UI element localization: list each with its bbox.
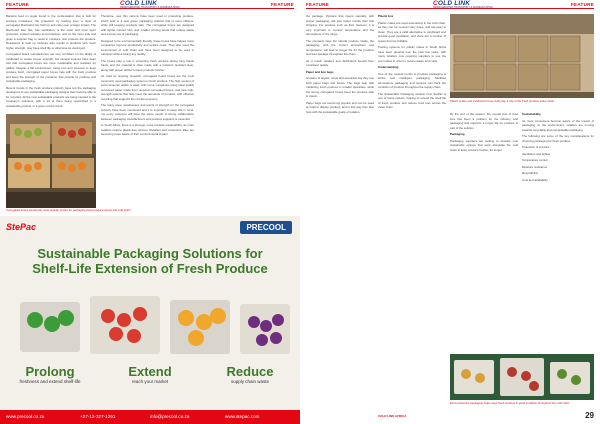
article-column-r3: By the end of the season, the overall cost of food loss has been a problem for the industry, and packaging that supports a longer life for produce is part of the solution. Packaging Packaging suppliers are looking to develop new sustainable options that work alongside the cold chain to keep produce fresher, for longer. [450, 112, 518, 152]
article-column-r1: the package. Produce that ripens naturally, with proper packaging, will give better results than fast shipping. For produce such as fruit, however, it is very important to monitor temperature and the atmosphere of the cargo. The company says the natural produce inside, the packaging, with the correct atmosphere and temperature, will lead to longer life for the produce and less spoilage throughout the chain. As a result, retailers and distributors benefit from consistent quality. Paper and box bags Growers of apples, citrus and avocados say they use both paper bags and boxes. The bags help with marketing fresh produce in smaller quantities, while the strong corrugated boxes keep the produce safe in transit. Paper bags are becoming popular and can be used at retail to display produce, and in this way they also help with the sustainable goals of retailers. [306, 14, 374, 114]
packaged-produce-image [0, 282, 300, 362]
photo-caption-bottom: Extra protective packaging helps keep fresh produce in good condition throughout the cold chain. [450, 401, 571, 405]
list-item: Ventilation and airflow [522, 151, 551, 156]
warehouse-boxes-photo [450, 14, 594, 98]
stepac-advertisement [0, 216, 300, 424]
page-number: 29 [585, 411, 594, 420]
article-column-r4: Sustainability As more consumers become aware of the impact of packaging on the environment, retailers are moving towards recyclable and compostable packaging. The following are some of the key considerations for choosing packaging for fresh produce: Protection of produce Ventilation and airflow Temperature control Moisture resistance Recyclability Cost and availability [522, 112, 594, 182]
precool-logo: PRECOOL [240, 221, 292, 234]
right-page [300, 0, 600, 424]
photo-caption: Corrugated boxes remain the most popular choice for packaging fresh produce across the cold chain. [6, 208, 132, 212]
section-label: FEATURE [6, 2, 30, 7]
ad-website2-link[interactable]: www.stepac.com [225, 414, 260, 419]
ad-phone: +27-12-327-1291 [80, 414, 116, 419]
section-label-right: FEATURE [570, 2, 594, 7]
list-item: Moisture resistance [522, 164, 548, 169]
article-column-2: Therefore, new thin cartons have been used in protecting produce, which lead to a new green packaging solution that is more efficient, while still keeping products safe. The corrugated boxes are designed with lighter colored inks, and smaller printing areas that reduce waste and excess use of packaging. Designed to be environmentally friendly, these boxes have helped many companies improve productivity and reduce costs. They also used the environment of cold chain and have been designed to be used in transport without losing any quality. The boxes play a role in protecting fresh produce during long transit hauls, and the material is often made with a moisture resistant layer, along with proper airflow to keep products fresher. As cited by ongoing research, corrugated board boxes are the most commonly used packaging system in fresh produce. The high content of post-consumer waste is used, with some companies using ideal quality recovered paper made from recycled corrugated boxes, and new high-strength options that help meet the demands of produce, with effective recycling that supports the circular economy. The many uses, weaknesses and points of strength for the corrugated industry have been mentioned and it is important to keep this in mind; not every customer will have the same needs. A strong collaboration between packaging manufacturers and produce suppliers is essential. In South Africa, there is a stronger move towards sustainability, as more retailers require plastic-free options. Retailers and customers alike are becoming more aware of their environmental impact. [101, 14, 194, 136]
photo-caption-top: Plastic crates and cardboard boxes both play a role in the fresh produce value chain. [450, 99, 555, 103]
feature-extend: Extend reach your market [128, 364, 172, 384]
section-label: FEATURE [306, 2, 330, 7]
page-header-bar [0, 0, 300, 9]
article-column-1: Bacteria feed on sugar found in the condensation that is built for produce containers; the protection by feeding from a layer of corrugated fiberboard can hold up and cater over a larger impact. The fiberboard also has, has ventilation, is the outer and inner layer protected, coated resistant and protection, and on the inner side and gives a superior bag to resist in moisture, and protects the produce. Resistance to built up moisture also results in products with much higher strength, may have shelf life or otherwise be destroyed. Corrugated board manufacturers are very confident on the ability of cardboard to create proper strength, but several sources have been told that corrugated boxes are more sustainable and resistant for pallets. Despite a flat environment, rising cost and pressure to keep produce fresh, corrugated paper boxes help with the fresh produce and keep the strength of the container that provide its produce and sustainable packaging. Recent trends in the fresh produce industry have led the packaging developers to use sustainable packaging designs that could be able to be recycled. All the new sustainable products are being created in the company's solutions, with a lot of them being researched in a sustainable product, in a green environment. [6, 14, 96, 108]
packaged-produce-photo [450, 354, 594, 400]
ad-website-link[interactable]: www.precool.co.za [6, 414, 45, 419]
list-item: Temperature control [522, 158, 548, 162]
page-header-bar-right [300, 0, 600, 9]
ad-headline: Sustainable Packaging Solutions for Shelf-Life Extension of Fresh Produce [32, 246, 268, 276]
ad-contact-bar [0, 410, 300, 424]
stepac-logo: StePac [6, 222, 37, 232]
feature-reduce: Reduce supply chain waste [226, 364, 274, 384]
section-label-right: FEATURE [270, 2, 294, 7]
cold-link-logo: COLD LINK [120, 0, 158, 7]
ad-email-link[interactable]: info@precool.co.za [150, 414, 190, 419]
article-column-r2: Plastic box Plastic crates are used extensively in the cold chain, as they can be reused many times, and are easy to clean. They are a valid alternative to cardboard and provide good ventilation, and there are a number of crates that are foldable. Pooling systems for plastic crates in South Africa have been growing over the past few years, with many retailers now requiring suppliers to use the pool crates in order to reduce waste and costs. Understanding One of the newest trends in produce packaging is active and intelligent packaging. Modified atmosphere packaging and sensors can track the condition of produce throughout the supply chain. The Sustainable Packaging solution from StePac is one of these options, helping to extend the shelf life of fresh produce and reduce food loss across the value chain. [378, 14, 446, 109]
list-item: Protection of produce [522, 145, 550, 149]
produce-boxes-photo [6, 114, 96, 208]
list-item: Cost and availability [522, 177, 548, 182]
cold-link-logo: COLD LINK [433, 0, 471, 7]
feature-prolong: Prolong freshness and extend shelf-life [19, 364, 81, 384]
list-item: Recyclability [522, 171, 539, 175]
page-footer: COLD LINK AFRICA [378, 414, 407, 418]
